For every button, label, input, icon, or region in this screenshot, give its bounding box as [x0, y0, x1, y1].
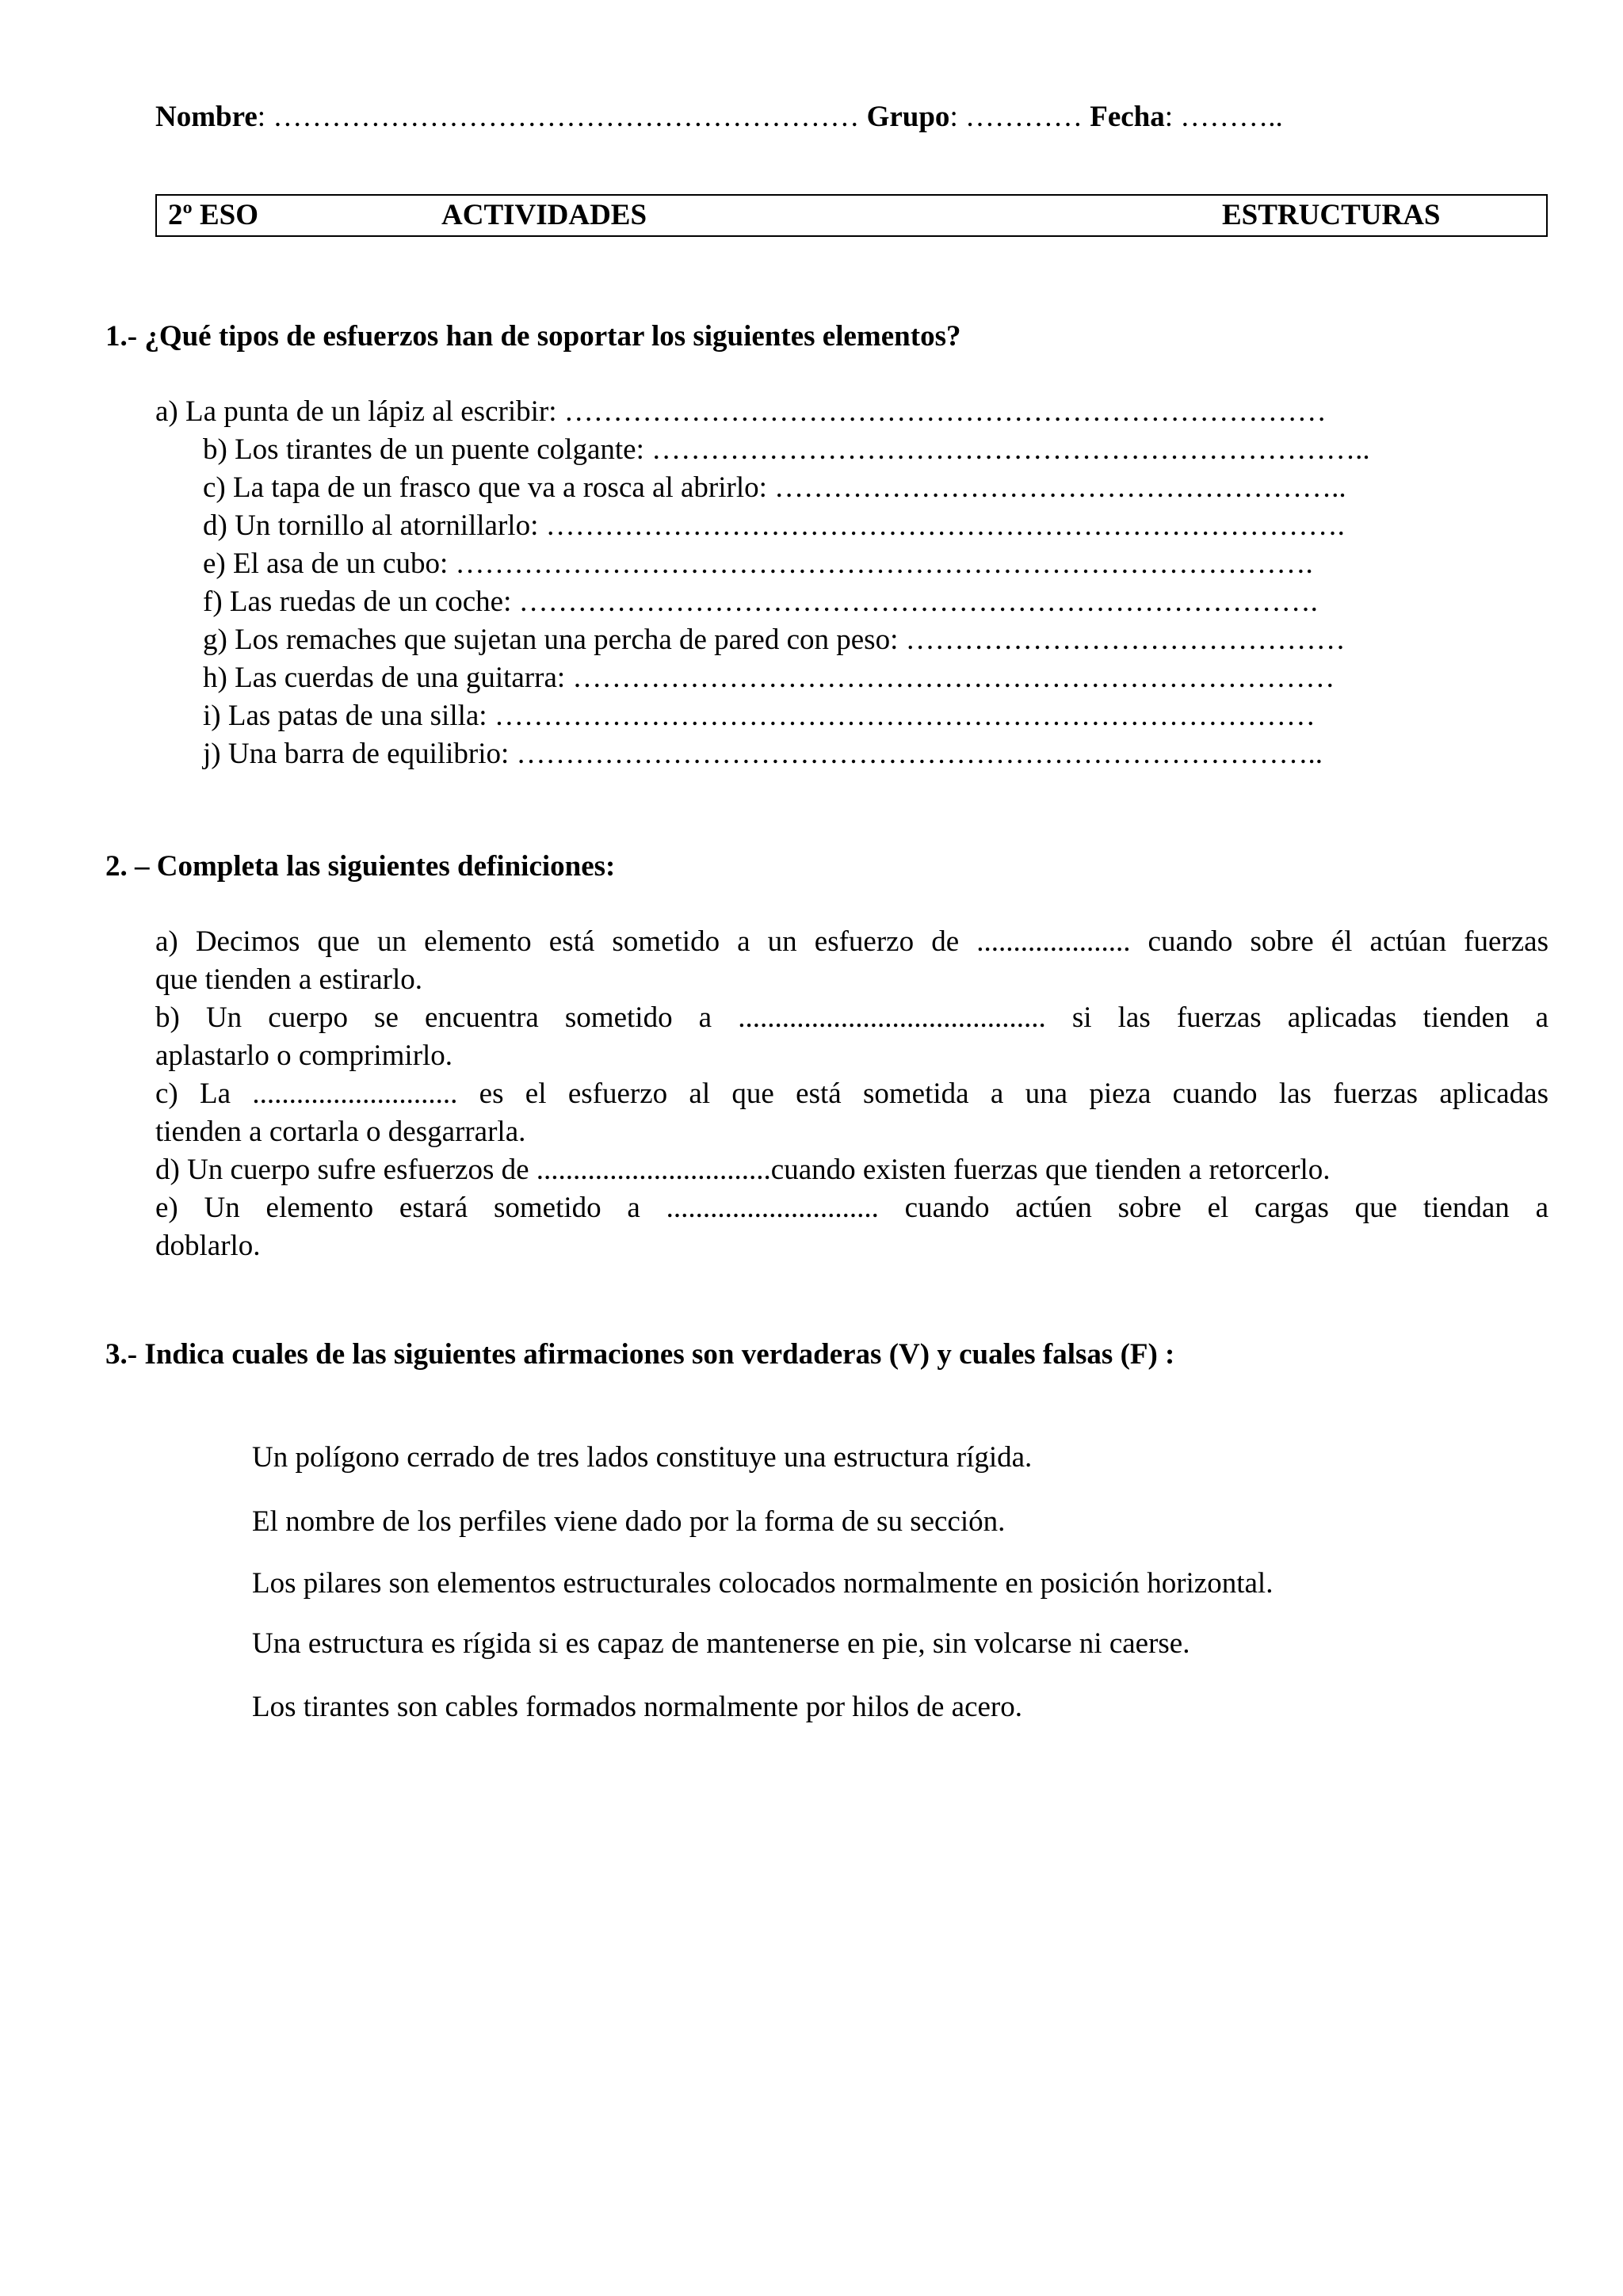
question-1-title: 1.- ¿Qué tipos de esfuerzos han de soportar los siguientes elementos? — [105, 320, 961, 353]
q2-def-b-line1[interactable]: b) Un cuerpo se encuentra sometido a .......................................... si las fuerzas aplicadas tienden a — [155, 1001, 1549, 1034]
grupo-label: Grupo — [866, 101, 950, 133]
fecha-blank[interactable]: : ……….. — [1164, 101, 1283, 133]
q3-statement-1[interactable]: Un polígono cerrado de tres lados constituye una estructura rígida. — [252, 1441, 1033, 1474]
q2-def-e-line2: doblarlo. — [155, 1230, 261, 1262]
q3-statement-5[interactable]: Los tirantes son cables formados normalmente por hilos de acero. — [252, 1691, 1022, 1723]
q1-item-h[interactable]: h) Las cuerdas de una guitarra: …………………………………………………………………… — [203, 662, 1335, 694]
student-info-line — [155, 98, 1283, 136]
q2-def-e-line1[interactable]: e) Un elemento estará sometido a ............................. cuando actúen sobre el cargas que tiendan a — [155, 1192, 1549, 1224]
activities-label: ACTIVIDADES — [441, 199, 647, 231]
fecha-label: Fecha — [1090, 101, 1165, 133]
nombre-blank[interactable]: : …………………………………………………… — [257, 101, 860, 133]
q3-statement-2[interactable]: El nombre de los perfiles viene dado por la forma de su sección. — [252, 1505, 1006, 1538]
nombre-label: Nombre — [155, 101, 258, 133]
q1-item-g[interactable]: g) Los remaches que sujetan una percha de pared con peso: ……………………………………… — [203, 624, 1346, 656]
topic-label: ESTRUCTURAS — [1222, 199, 1441, 231]
q3-statement-4[interactable]: Una estructura es rígida si es capaz de mantenerse en pie, sin volcarse ni caerse. — [252, 1627, 1190, 1660]
q1-item-c[interactable]: c) La tapa de un frasco que va a rosca al abrirlo: ………………………………………………….. — [203, 471, 1346, 504]
course-label: 2º ESO — [168, 199, 258, 231]
grupo-blank[interactable]: : ………… — [949, 101, 1083, 133]
title-box — [155, 194, 1548, 237]
question-3-title: 3.- Indica cuales de las siguientes afirmaciones son verdaderas (V) y cuales falsas (F) : — [105, 1338, 1175, 1371]
q2-def-b-line2: aplastarlo o comprimirlo. — [155, 1039, 453, 1072]
q1-item-b[interactable]: b) Los tirantes de un puente colgante: ……………………………………………………………….. — [203, 433, 1370, 466]
q2-def-c-line2: tienden a cortarla o desgarrarla. — [155, 1116, 526, 1148]
q2-def-c-line1[interactable]: c) La ............................ es el esfuerzo al que está sometida a una pieza cuando las fuerzas aplicadas — [155, 1077, 1549, 1110]
q3-statement-3[interactable]: Los pilares son elementos estructurales colocados normalmente en posición horizontal. — [252, 1567, 1274, 1600]
q2-def-d-line1[interactable]: d) Un cuerpo sufre esfuerzos de ................................cuando existen fuerzas que tienden a retorcerlo. — [155, 1154, 1331, 1186]
q1-item-e[interactable]: e) El asa de un cubo: ……………………………………………………………………………. — [203, 547, 1313, 580]
q1-item-i[interactable]: i) Las patas de una silla: ………………………………………………………………………… — [203, 700, 1316, 732]
q1-item-j[interactable]: j) Una barra de equilibrio: ……………………………………………………………………….. — [203, 738, 1323, 770]
q1-item-a[interactable]: a) La punta de un lápiz al escribir: …………………………………………………………………… — [155, 395, 1327, 428]
question-2-title: 2. – Completa las siguientes definiciones: — [105, 850, 616, 883]
q2-def-a-line2: que tienden a estirarlo. — [155, 963, 422, 996]
q1-item-d[interactable]: d) Un tornillo al atornillarlo: ………………………………………………………………………. — [203, 509, 1345, 542]
q2-def-a-line1[interactable]: a) Decimos que un elemento está sometido a un esfuerzo de ..................... cuando sobre él actúan fuerzas — [155, 925, 1549, 958]
q1-item-f[interactable]: f) Las ruedas de un coche: ………………………………………………………………………. — [203, 585, 1318, 618]
